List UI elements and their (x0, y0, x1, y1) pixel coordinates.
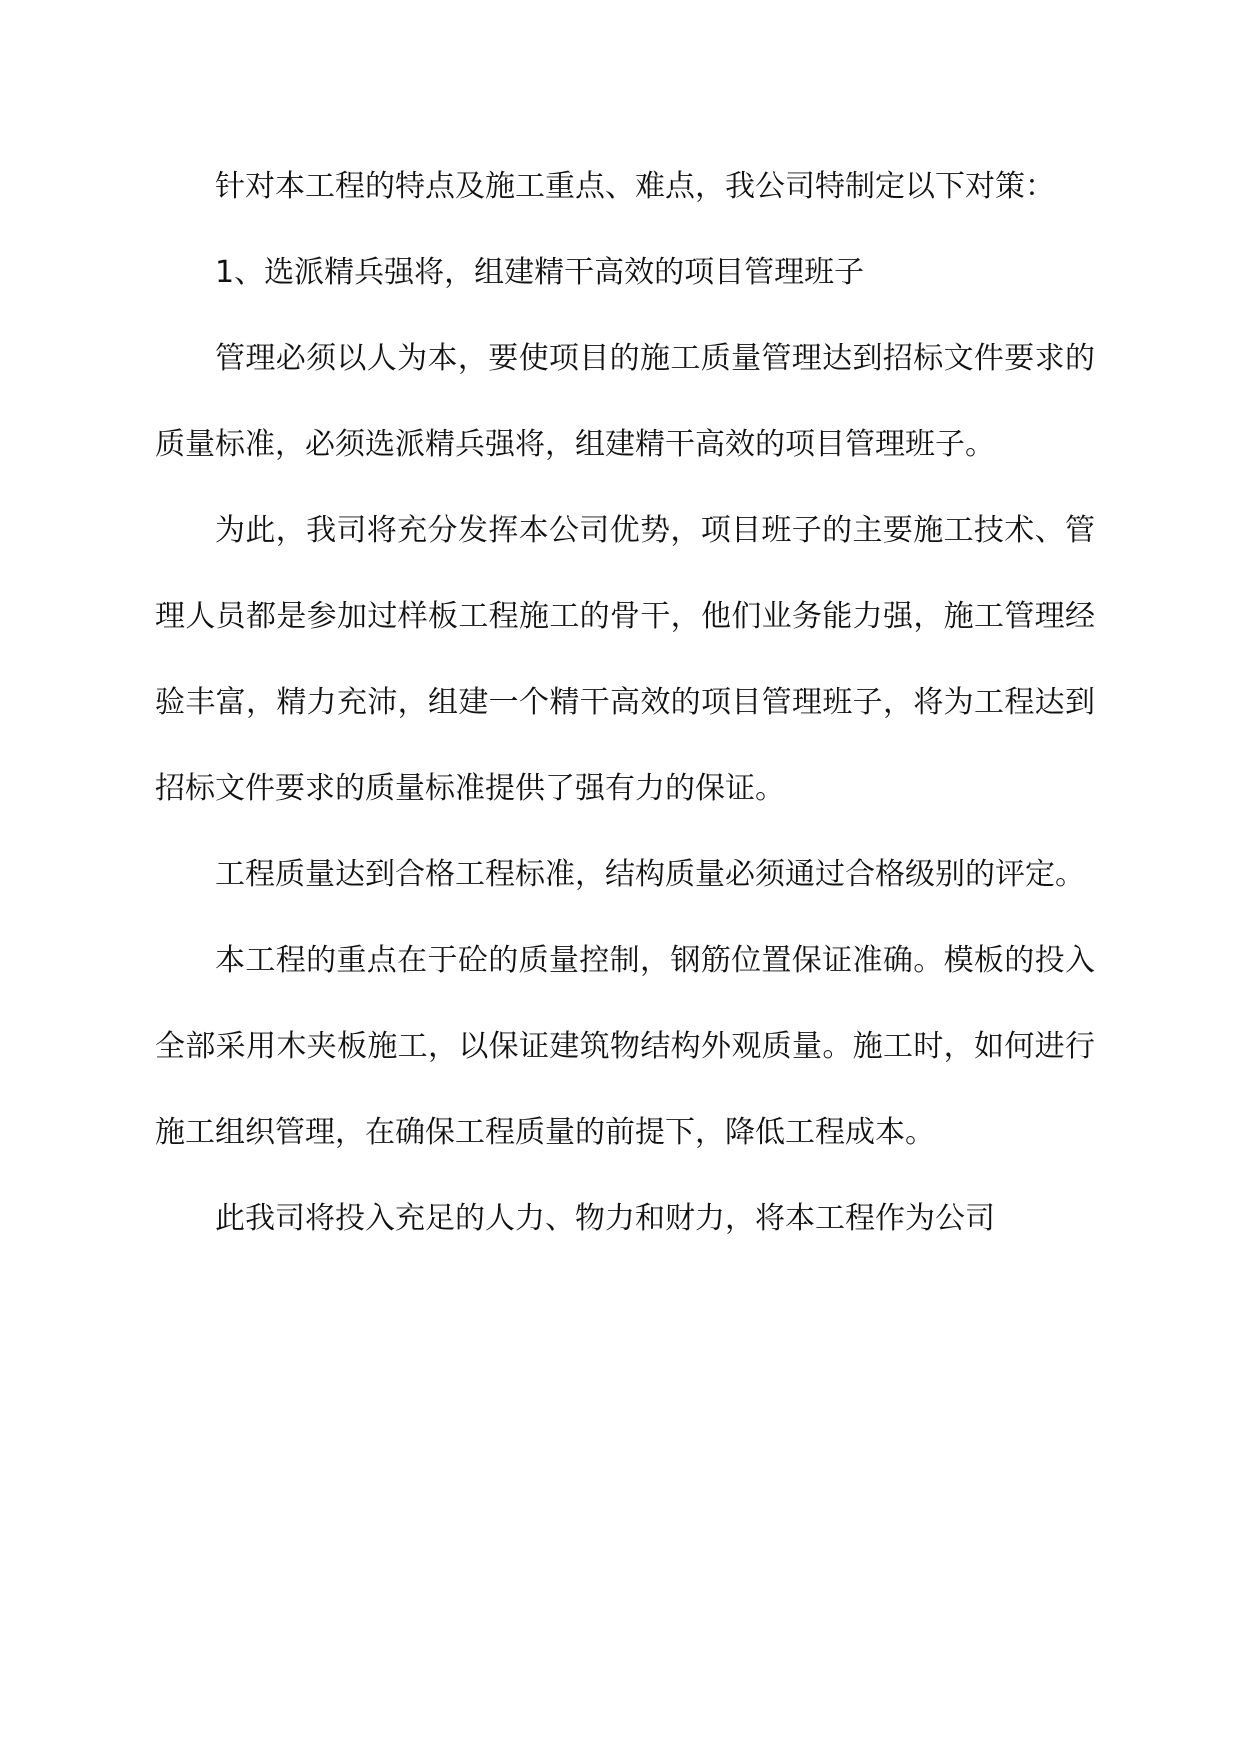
paragraph-quality-standard: 工程质量达到合格工程标准，结构质量必须通过合格级别的评定。 (215, 857, 1085, 892)
paragraph-resources: 此我司将投入充足的人力、物力和财力，将本工程作为公司 (215, 1201, 995, 1236)
section-heading-1: 1、选派精兵强将，组建精干高效的项目管理班子 (215, 255, 865, 290)
paragraph-management: 管理必须以人为本，要使项目的施工质量管理达到招标文件要求的质量标准，必须选派精兵强将，组建精干高效的项目管理班子。 (155, 341, 1095, 462)
paragraph-intro: 针对本工程的特点及施工重点、难点，我公司特制定以下对策： (215, 169, 1055, 204)
paragraph-team: 为此，我司将充分发挥本公司优势，项目班子的主要施工技术、管理人员都是参加过样板工程施工的骨干，他们业务能力强，施工管理经验丰富，精力充沛，组建一个精干高效的项目管理班子，将为工程达到招标文件要求的质量标准提供了强有力的保证。 (155, 513, 1095, 806)
paragraph-key-points: 本工程的重点在于砼的质量控制，钢筋位置保证准确。模板的投入全部采用木夹板施工，以保证建筑物结构外观质量。施工时，如何进行施工组织管理，在确保工程质量的前提下，降低工程成本。 (155, 943, 1095, 1150)
document-page (155, 144, 1095, 1262)
